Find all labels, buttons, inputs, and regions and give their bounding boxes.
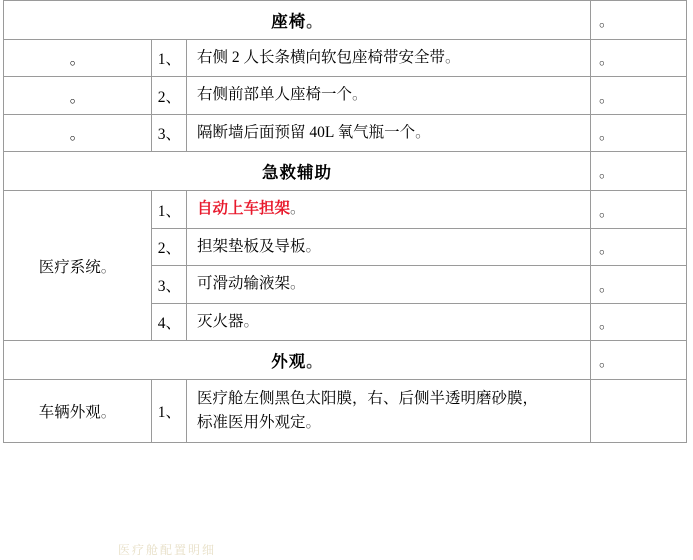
row-note-text <box>591 404 686 418</box>
row-note-cell <box>591 380 687 443</box>
row-category-text: 车辆外观 <box>38 404 101 422</box>
row-number-cell <box>152 40 187 77</box>
row-description-cell <box>187 40 591 77</box>
row-description-text: 右侧 2 人长条横向软包座椅带安全带 <box>197 49 446 66</box>
section-title-dot: 。 <box>306 354 323 372</box>
row-category-text: 医疗系统 <box>38 258 101 276</box>
row-number-cell <box>152 114 187 151</box>
table-row <box>4 191 687 228</box>
row-description-text: 隔断墙后面预留 40L 氧气瓶一个 <box>197 123 416 141</box>
table-row <box>4 40 687 77</box>
row-category-cell <box>4 77 152 114</box>
row-note-cell <box>591 40 687 77</box>
section-note-cell <box>591 152 687 191</box>
row-note-cell <box>591 114 687 151</box>
row-description-dot: 。 <box>305 414 322 432</box>
row-description-cell <box>187 191 591 228</box>
table-row <box>4 380 687 443</box>
row-note-cell <box>591 303 687 340</box>
row-description-text: 右侧前部单人座椅一个 <box>197 86 353 104</box>
table-row <box>4 114 687 151</box>
section-note-cell <box>591 341 687 380</box>
section-title-text: 座椅 <box>271 12 307 31</box>
section-title-cell <box>4 341 591 380</box>
row-number-cell <box>152 380 187 443</box>
row-description-dot: 。 <box>445 49 461 66</box>
row-note-cell <box>591 77 687 114</box>
section-note-text: 。 <box>599 164 615 182</box>
row-note-text: 。 <box>599 240 615 258</box>
page-watermark: 医疗舱配置明细 <box>118 543 217 557</box>
row-note-text: 。 <box>599 51 615 69</box>
row-description-cell <box>187 114 591 151</box>
row-note-text: 。 <box>599 315 615 333</box>
row-description-cell <box>187 303 591 340</box>
row-description-text: 担架垫板及导板 <box>197 237 306 255</box>
row-description-cell <box>187 266 591 303</box>
row-description-text: 灭火器 <box>197 312 244 330</box>
row-description-cell <box>187 77 591 114</box>
row-note-text: 。 <box>599 126 615 144</box>
row-note-cell <box>591 266 687 303</box>
section-title-text: 外观 <box>271 352 307 372</box>
row-number-cell <box>152 77 187 114</box>
row-number-cell <box>152 303 187 340</box>
row-description-text: 可滑动输液架 <box>197 275 291 293</box>
row-number-text: 4、 <box>157 315 181 333</box>
row-number-text: 1、 <box>157 202 181 220</box>
row-note-text: 。 <box>599 277 615 295</box>
row-category-dot: 。 <box>100 404 117 422</box>
row-description-line-2: 标准医用外观定 <box>197 414 306 432</box>
row-description-dot: 。 <box>415 123 431 141</box>
row-description-dot: 。 <box>305 237 322 255</box>
row-description-line-1: 医疗舱左侧黑色太阳膜，右、后侧半透明磨砂膜， <box>197 390 539 408</box>
row-category-text: 。 <box>69 126 86 144</box>
row-note-text: 。 <box>599 202 615 220</box>
row-category-text: 。 <box>69 51 86 69</box>
row-category-cell-vehicle-appearance <box>4 380 152 443</box>
row-number-cell <box>152 191 187 228</box>
row-description-dot: 。 <box>352 86 368 104</box>
section-header-first-aid <box>4 152 687 191</box>
row-number-text: 3、 <box>157 126 181 144</box>
row-number-cell <box>152 228 187 265</box>
row-note-cell <box>591 228 687 265</box>
table-row <box>4 77 687 114</box>
section-note-text: 。 <box>599 353 615 371</box>
row-description-cell <box>187 228 591 265</box>
row-category-cell-medical-system <box>4 191 152 341</box>
row-description-dot: 。 <box>243 312 260 330</box>
section-note-text: 。 <box>599 13 615 30</box>
row-category-text: 。 <box>69 88 86 106</box>
section-header-seat <box>4 1 687 40</box>
row-number-cell <box>152 266 187 303</box>
row-note-cell <box>591 191 687 228</box>
row-number-text: 3、 <box>157 277 181 295</box>
section-note-cell <box>591 1 687 40</box>
row-number-text: 2、 <box>157 240 181 258</box>
section-header-appearance <box>4 341 687 380</box>
row-number-text: 1、 <box>157 51 181 69</box>
row-category-cell <box>4 40 152 77</box>
specification-table <box>3 0 687 443</box>
section-title-cell <box>4 152 591 191</box>
row-description-cell <box>187 380 591 443</box>
row-number-text: 1、 <box>157 404 181 422</box>
row-category-cell <box>4 114 152 151</box>
section-title-text: 急救辅助 <box>262 163 332 183</box>
row-note-text: 。 <box>599 88 615 106</box>
section-title-dot: 。 <box>306 14 323 31</box>
row-description-dot: 。 <box>290 200 306 218</box>
row-description-text: 自动上车担架 <box>197 200 291 218</box>
section-title-cell <box>4 1 591 40</box>
row-category-dot: 。 <box>100 258 117 276</box>
row-number-text: 2、 <box>157 88 181 106</box>
row-description-dot: 。 <box>290 275 306 293</box>
